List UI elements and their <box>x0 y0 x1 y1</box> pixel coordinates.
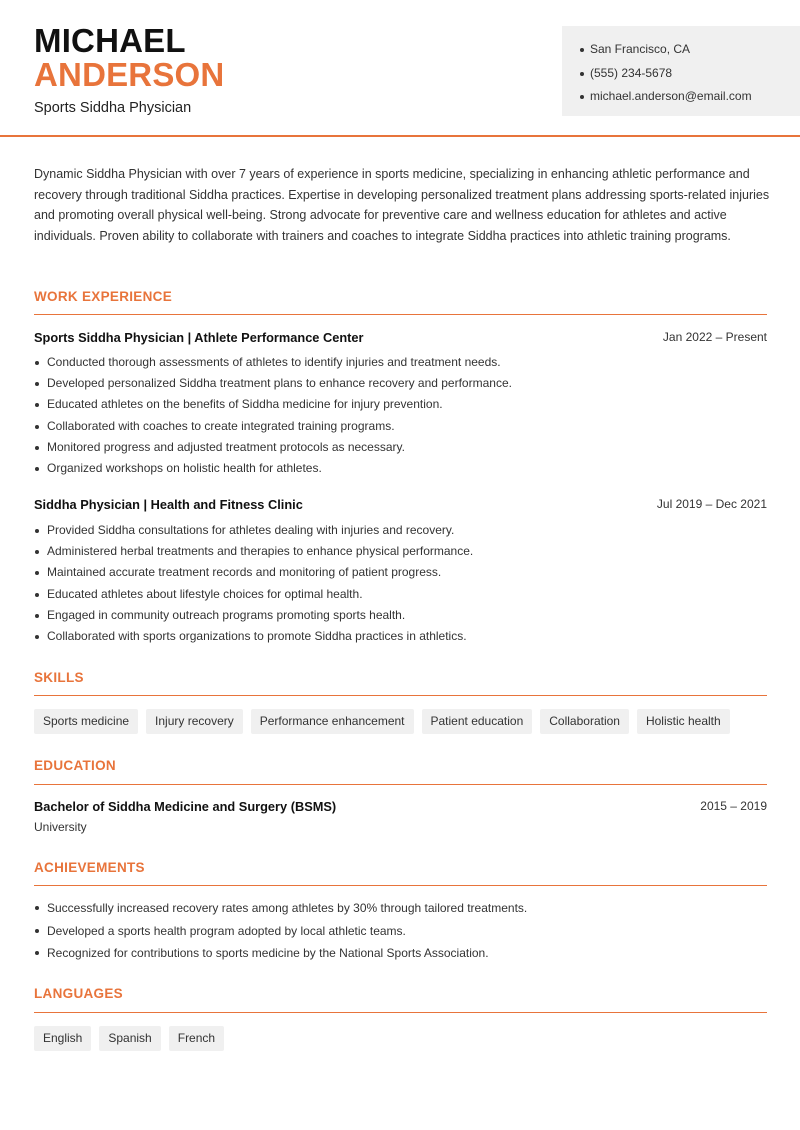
list-item: Conducted thorough assessments of athletes to identify injuries and treatment needs. <box>34 352 767 373</box>
language-tag: Spanish <box>99 1026 160 1051</box>
language-tag: French <box>169 1026 224 1051</box>
job-dates: Jul 2019 – Dec 2021 <box>656 497 767 511</box>
section-divider-education <box>34 784 767 785</box>
achievement-bullets <box>34 897 767 965</box>
list-item: Successfully increased recovery rates among athletes by 30% through tailored treatments. <box>34 897 767 920</box>
contact-location: San Francisco, CA <box>580 38 800 62</box>
section-title-education: EDUCATION <box>34 758 116 773</box>
job-bullets <box>34 520 767 647</box>
job-role: Sports Siddha Physician | Athlete Performance Center <box>34 330 364 345</box>
education-header <box>34 799 767 817</box>
skill-tag: Patient education <box>422 709 533 734</box>
degree-name: Bachelor of Siddha Medicine and Surgery (BSMS) <box>34 799 337 814</box>
school-name: University <box>34 820 87 834</box>
header-divider <box>0 135 800 137</box>
section-title-work: WORK EXPERIENCE <box>34 289 173 304</box>
list-item: Monitored progress and adjusted treatment protocols as necessary. <box>34 437 767 458</box>
section-title-skills: SKILLS <box>34 670 84 685</box>
contact-phone: (555) 234-5678 <box>580 62 800 86</box>
list-item: Engaged in community outreach programs promoting sports health. <box>34 605 767 626</box>
resume-header <box>0 0 800 137</box>
job-bullets <box>34 352 767 479</box>
skill-tag: Sports medicine <box>34 709 138 734</box>
language-tag: English <box>34 1026 91 1051</box>
job-header <box>34 330 767 348</box>
section-divider-skills <box>34 695 767 696</box>
language-tags <box>34 1026 224 1051</box>
section-divider-achievements <box>34 885 767 886</box>
section-divider-work <box>34 314 767 315</box>
skill-tag: Holistic health <box>637 709 730 734</box>
list-item: Developed personalized Siddha treatment plans to enhance recovery and performance. <box>34 373 767 394</box>
summary-paragraph: Dynamic Siddha Physician with over 7 years of experience in sports medicine, specializing in enhancing athletic performance and recovery through traditional Siddha practices. Expertise in developing personalized treatment plans addressing sports-related injuries and promoting overall physical well-being. Strong advocate for preventive care and wellness education for athletes and active individuals. Proven ability to collaborate with trainers and coaches to integrate Siddha practices into athletic training programs. <box>34 167 770 243</box>
skill-tag: Performance enhancement <box>251 709 414 734</box>
list-item: Collaborated with sports organizations to promote Siddha practices in athletics. <box>34 626 767 647</box>
last-name: ANDERSON <box>34 56 225 93</box>
first-name: MICHAEL <box>34 22 186 59</box>
list-item: Maintained accurate treatment records and monitoring of patient progress. <box>34 562 767 583</box>
list-item: Educated athletes about lifestyle choices for optimal health. <box>34 584 767 605</box>
list-item: Collaborated with coaches to create integrated training programs. <box>34 416 767 437</box>
job-dates: Jan 2022 – Present <box>662 330 767 344</box>
list-item: Organized workshops on holistic health for athletes. <box>34 458 767 479</box>
job-role: Siddha Physician | Health and Fitness Clinic <box>34 497 303 512</box>
skill-tag: Injury recovery <box>146 709 243 734</box>
skills-tags <box>34 709 730 734</box>
job-title: Sports Siddha Physician <box>34 100 192 116</box>
section-title-languages: LANGUAGES <box>34 986 123 1001</box>
list-item: Developed a sports health program adopted by local athletic teams. <box>34 920 767 943</box>
list-item: Educated athletes on the benefits of Siddha medicine for injury prevention. <box>34 394 767 415</box>
contact-email[interactable]: michael.anderson@email.com <box>580 85 800 109</box>
list-item: Recognized for contributions to sports medicine by the National Sports Association. <box>34 942 767 965</box>
list-item: Administered herbal treatments and therapies to enhance physical performance. <box>34 541 767 562</box>
list-item: Provided Siddha consultations for athletes dealing with injuries and recovery. <box>34 520 767 541</box>
section-title-achievements: ACHIEVEMENTS <box>34 860 145 875</box>
job-header <box>34 497 767 515</box>
section-divider-languages <box>34 1012 767 1013</box>
education-dates: 2015 – 2019 <box>700 799 767 813</box>
contact-box <box>562 26 800 116</box>
skill-tag: Collaboration <box>540 709 629 734</box>
